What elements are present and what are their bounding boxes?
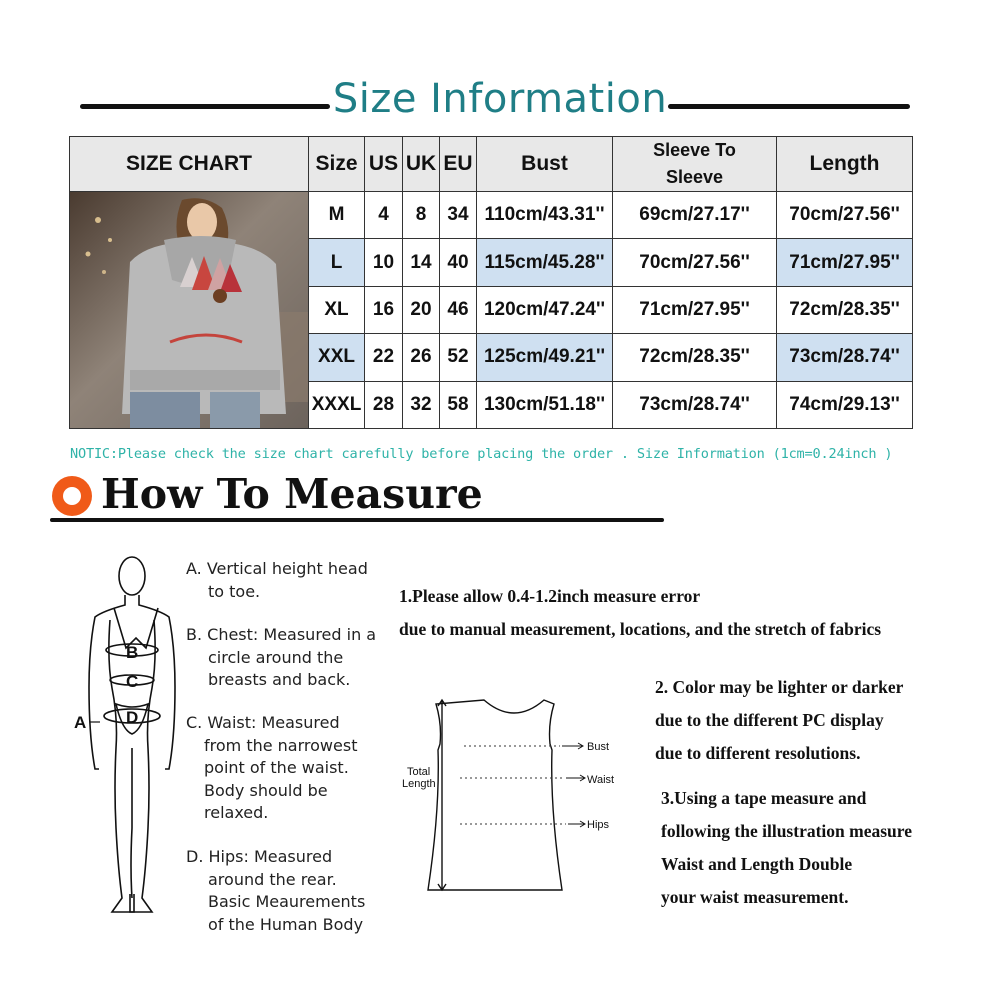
- dress-label-hips: Hips: [587, 819, 610, 831]
- dress-measure-diagram: [396, 692, 636, 902]
- cell-sleeve: 73cm/28.74'': [613, 381, 777, 428]
- cell-eu: 40: [440, 239, 477, 286]
- cell-uk: 32: [403, 381, 440, 428]
- desc-b: [186, 624, 376, 692]
- desc-a-line: A. Vertical height head: [186, 559, 368, 578]
- body-measure-figure: [70, 548, 180, 918]
- cell-uk: 26: [403, 334, 440, 381]
- figure-label-b: B: [126, 643, 139, 662]
- tip-3-line: Waist and Length Double: [661, 854, 853, 874]
- figure-label-c: C: [126, 672, 139, 691]
- cell-bust: 125cm/49.21'': [477, 334, 613, 381]
- header-sleeve-line2: Sleeve: [665, 167, 724, 187]
- size-chart-table: [69, 136, 913, 429]
- desc-c-line: C. Waist: Measured: [186, 713, 340, 732]
- tip-3-line: your waist measurement.: [661, 887, 849, 907]
- cell-size: XXL: [309, 334, 365, 381]
- how-to-measure-rule: [50, 518, 664, 522]
- cell-size: L: [309, 239, 365, 286]
- header-size: Size: [309, 137, 365, 192]
- dress-label-bust: Bust: [587, 741, 610, 753]
- cell-size: XXXL: [309, 381, 365, 428]
- header-bust: Bust: [477, 137, 613, 192]
- tip-2-line: due to different resolutions.: [655, 743, 861, 763]
- cell-us: 4: [365, 192, 403, 239]
- cell-sleeve: 69cm/27.17'': [613, 192, 777, 239]
- cell-eu: 46: [440, 286, 477, 333]
- cell-uk: 8: [403, 192, 440, 239]
- product-photo-cell: [70, 192, 309, 429]
- tip-1-line: 1.Please allow 0.4-1.2inch measure error: [399, 586, 701, 606]
- desc-d: [186, 846, 365, 936]
- tip-1-line: due to manual measurement, locations, and the stretch of fabrics: [399, 619, 882, 639]
- cell-length: 71cm/27.95'': [777, 239, 913, 286]
- cell-length: 74cm/29.13'': [777, 381, 913, 428]
- cell-us: 28: [365, 381, 403, 428]
- desc-b-line: breasts and back.: [208, 670, 351, 689]
- desc-a-line: to toe.: [208, 581, 261, 601]
- cell-us: 16: [365, 286, 403, 333]
- desc-d-line: D. Hips: Measured: [186, 847, 333, 866]
- figure-label-d: D: [126, 708, 139, 727]
- page-title: Size Information: [332, 76, 668, 122]
- cell-us: 22: [365, 334, 403, 381]
- cell-size: XL: [309, 286, 365, 333]
- how-to-measure-title: How To Measure: [101, 470, 483, 518]
- cell-eu: 34: [440, 192, 477, 239]
- header-us: US: [365, 137, 403, 192]
- cell-us: 10: [365, 239, 403, 286]
- cell-sleeve: 70cm/27.56'': [613, 239, 777, 286]
- figure-label-a: A: [74, 713, 87, 732]
- tip-3-line: following the illustration measure: [661, 821, 912, 841]
- cell-bust: 120cm/47.24'': [477, 286, 613, 333]
- dress-label-length: Length: [402, 778, 436, 790]
- desc-b-line: B. Chest: Measured in a: [186, 625, 377, 644]
- header-eu: EU: [440, 137, 477, 192]
- tip-2-line: due to the different PC display: [655, 710, 884, 730]
- desc-d-line: around the rear.: [208, 869, 337, 889]
- desc-c-line: from the narrowest: [204, 735, 358, 755]
- tip-3-line: 3.Using a tape measure and: [661, 788, 867, 808]
- cell-size: M: [309, 192, 365, 239]
- cell-length: 70cm/27.56'': [777, 192, 913, 239]
- header-length: Length: [777, 137, 913, 192]
- header-uk: UK: [403, 137, 440, 192]
- cell-bust: 130cm/51.18'': [477, 381, 613, 428]
- desc-c-line: relaxed.: [204, 803, 269, 822]
- cell-uk: 14: [403, 239, 440, 286]
- cell-bust: 115cm/45.28'': [477, 239, 613, 286]
- header-size-chart: SIZE CHART: [70, 137, 309, 192]
- tip-2-line: 2. Color may be lighter or darker: [655, 677, 904, 697]
- desc-a: [186, 558, 368, 603]
- size-notice: NOTIC:Please check the size chart carefully before placing the order . Size Information (1cm=0.24inch ): [70, 446, 893, 462]
- cell-sleeve: 71cm/27.95'': [613, 286, 777, 333]
- product-photo: [70, 192, 308, 428]
- desc-b-line: circle around the: [208, 647, 344, 667]
- cell-length: 72cm/28.35'': [777, 286, 913, 333]
- desc-c-line: Body should be: [204, 780, 328, 800]
- hoodie-model-image: [70, 192, 308, 428]
- cell-bust: 110cm/43.31'': [477, 192, 613, 239]
- desc-c: [186, 712, 357, 825]
- header-sleeve-line1: Sleeve To: [653, 140, 736, 160]
- cell-sleeve: 72cm/28.35'': [613, 334, 777, 381]
- cell-uk: 20: [403, 286, 440, 333]
- cell-length: 73cm/28.74'': [777, 334, 913, 381]
- header-sleeve: [613, 137, 777, 192]
- desc-c-line: point of the waist.: [204, 758, 349, 777]
- desc-d-line: Basic Meaurements: [208, 892, 366, 911]
- dress-label-total: Total: [407, 766, 431, 778]
- dress-label-waist: Waist: [587, 774, 615, 786]
- cell-eu: 52: [440, 334, 477, 381]
- table-header-row: [70, 137, 913, 192]
- circle-bullet-icon: [52, 476, 92, 516]
- cell-eu: 58: [440, 381, 477, 428]
- desc-d-line: of the Human Body: [208, 914, 364, 934]
- table-row: [70, 192, 913, 239]
